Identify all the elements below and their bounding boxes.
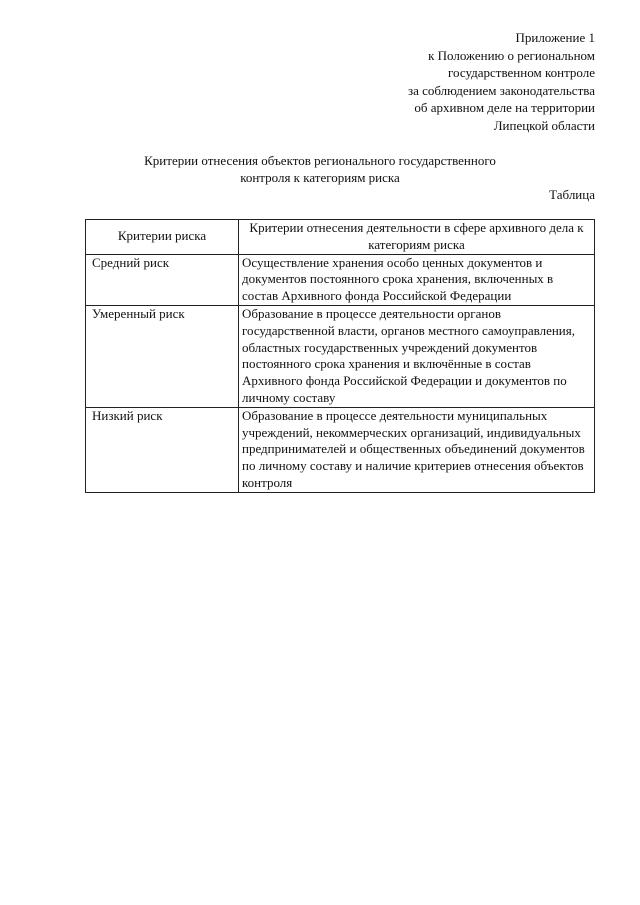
appendix-line: за соблюдением законодательства	[407, 82, 595, 98]
risk-category-cell: Умеренный риск	[86, 305, 239, 407]
table-header-row	[86, 220, 595, 255]
table-label: Таблица	[549, 187, 595, 202]
risk-category-cell: Низкий риск	[86, 407, 239, 492]
header-activity-criteria: Критерии отнесения деятельности в сфере архивного дела к категориям риска	[239, 220, 595, 255]
title-line-1: Критерии отнесения объектов регионального государственного	[144, 153, 496, 168]
criteria-description-cell: Образование в процессе деятельности органов государственной власти, органов местного самоуправления, областных государственных учреждений документов постоянного срока хранения и включённые в состав Архивного фонда Российской Федерации и документов по личному составу	[239, 305, 595, 407]
title-line-2: контроля к категориям риска	[240, 170, 400, 185]
table-row	[86, 254, 595, 305]
criteria-description-cell: Осуществление хранения особо ценных документов и документов постоянного срока хранения, включенных в состав Архивного фонда Российской Федерации	[239, 254, 595, 305]
document-title	[0, 152, 640, 186]
appendix-header	[295, 29, 595, 135]
table-row	[86, 407, 595, 492]
risk-category-cell: Средний риск	[86, 254, 239, 305]
header-risk-criteria: Критерии риска	[86, 220, 239, 255]
criteria-description-cell: Образование в процессе деятельности муниципальных учреждений, некоммерческих организаций, индивидуальных предпринимателей и общественных объединений документов по личному составу и наличие критериев отнесения объектов контроля	[239, 407, 595, 492]
appendix-line: об архивном деле на территории	[414, 100, 595, 116]
appendix-line: Липецкой области	[493, 117, 595, 133]
appendix-line: государственном контроле	[448, 65, 595, 81]
appendix-line: Приложение 1	[515, 30, 595, 45]
table-row	[86, 305, 595, 407]
appendix-line: к Положению о региональном	[428, 47, 595, 63]
risk-criteria-table	[85, 219, 595, 493]
